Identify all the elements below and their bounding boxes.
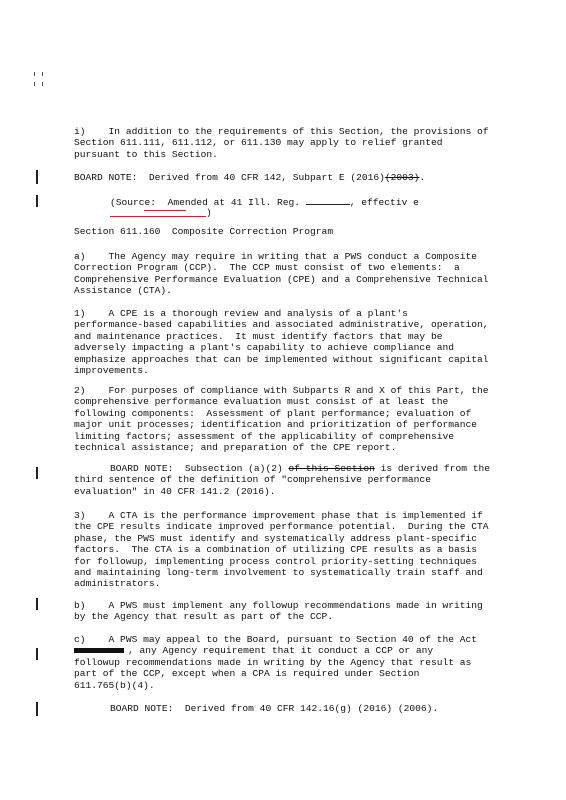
- source-text-end: , effectiv e: [349, 197, 419, 208]
- text-line: performance-based capabilities and associated administrative, operation,: [74, 319, 489, 331]
- text-line: 2) For purposes of compliance with Subparts R and X of this Part, the: [74, 385, 489, 396]
- paragraph-c: [74, 634, 478, 691]
- text-line: phase, the PWS must identify and systematically address plant-specific: [74, 532, 478, 544]
- revision-bar: [36, 702, 38, 716]
- text-line: and maintaining long-term involvement to systematically train staff and: [74, 566, 483, 578]
- text-line: limiting factors; assessment of the applicability of comprehensive: [74, 430, 454, 442]
- text-line: 1) A CPE is a thorough review and analysis of a plant's: [74, 308, 408, 319]
- text-line: Comprehensive Performance Evaluation (CPE) and a Comprehensive Technical: [74, 273, 489, 285]
- source-text: (Source: Amended at 41 Ill. Reg.: [110, 197, 306, 208]
- paragraph-i: [74, 126, 489, 160]
- text-line: Section 611.111, 611.112, or 611.130 may apply to relief granted: [74, 137, 443, 149]
- revision-underline: [110, 216, 206, 217]
- revision-underline: [144, 210, 186, 211]
- board-note-3: [110, 703, 510, 714]
- revision-bar: [36, 467, 38, 479]
- text-line: 611.765(b)(4).: [74, 679, 155, 691]
- board-note-text: BOARD NOTE: Derived from 40 CFR 142.16(g) (2016) (2006).: [110, 703, 439, 714]
- text-line: administrators.: [74, 578, 161, 590]
- struck-text: of this Section: [288, 463, 375, 474]
- page-title: Section 611.160 Composite Correction Program: [74, 226, 334, 237]
- revision-bar: [36, 170, 38, 184]
- revision-bar: [36, 598, 38, 610]
- text-line: i) In addition to the requirements of this Section, the provisions of: [74, 126, 489, 137]
- board-note-1: [74, 172, 474, 183]
- text-line: c) A PWS may appeal to the Board, pursuant to Section 40 of the Act: [74, 634, 478, 645]
- text-line: evaluation" in 40 CFR 141.2 (2016).: [74, 485, 276, 497]
- text-line: major unit processes; identification and prioritization of performance: [74, 419, 478, 431]
- text-line: followup recommendations made in writing by the Agency that result as: [74, 656, 472, 668]
- redaction-mark: [74, 648, 124, 653]
- text-line: b) A PWS must implement any followup recommendations made in writing: [74, 600, 483, 611]
- paragraph-b: [74, 600, 483, 623]
- blank-field: [306, 196, 350, 205]
- text-line: improvements.: [74, 364, 149, 376]
- board-note-2: [110, 463, 510, 474]
- paragraph-2: [74, 385, 489, 453]
- section-heading: [74, 226, 474, 237]
- paragraph-1: [74, 308, 489, 376]
- text-line: Correction Program (CCP). The CCP must consist of two elements: a: [74, 262, 460, 274]
- board-note-suffix: .: [419, 172, 426, 183]
- corner-mark: [34, 72, 44, 88]
- board-note-text: BOARD NOTE: Derived from 40 CFR 142, Subpart E (2016): [74, 172, 385, 183]
- text-line: emphasize approaches that can be implemented without significant capital: [74, 353, 489, 365]
- text-line: for followup, implementing process control priority-setting techniques: [74, 555, 478, 567]
- board-note-2-cont: [74, 474, 474, 497]
- text-line: adversely impacting a plant's capability to achieve compliance and: [74, 342, 454, 354]
- text-line: pursuant to this Section.: [74, 148, 218, 160]
- text-line: and maintenance practices. It must identify factors that may be: [74, 330, 443, 342]
- text-line: by the Agency that result as part of the CCP.: [74, 611, 334, 623]
- text-line: part of the CCP, except when a CPA is required under Section: [74, 668, 420, 680]
- revision-bar: [36, 195, 38, 207]
- text-line: factors. The CTA is a combination of utilizing CPE results as a basis: [74, 544, 478, 556]
- paragraph-a: [74, 251, 489, 297]
- revision-bar: [36, 648, 38, 660]
- text-line: comprehensive performance evaluation must consist of at least the: [74, 396, 449, 408]
- text-line: following components: Assessment of plant performance; evaluation of: [74, 407, 472, 419]
- text-line: a) The Agency may require in writing that a PWS conduct a Composite: [74, 251, 478, 262]
- struck-text: (2003): [384, 172, 420, 183]
- text-line: technical assistance; and preparation of the CPE report.: [74, 441, 397, 453]
- source-close: ): [206, 207, 212, 219]
- board-note-text: is derived from the: [374, 463, 490, 474]
- text-line: , any Agency requirement that it conduct a CCP or any: [128, 645, 434, 657]
- paragraph-3: [74, 510, 489, 590]
- board-note-text: BOARD NOTE: Subsection (a)(2): [110, 463, 289, 474]
- text-line: Assistance (CTA).: [74, 285, 172, 297]
- text-line: 3) A CTA is the performance improvement phase that is implemented if: [74, 510, 483, 521]
- text-line: the CPE results indicate improved performance potential. During the CTA: [74, 521, 489, 533]
- text-line: third sentence of the definition of "comprehensive performance: [74, 474, 431, 486]
